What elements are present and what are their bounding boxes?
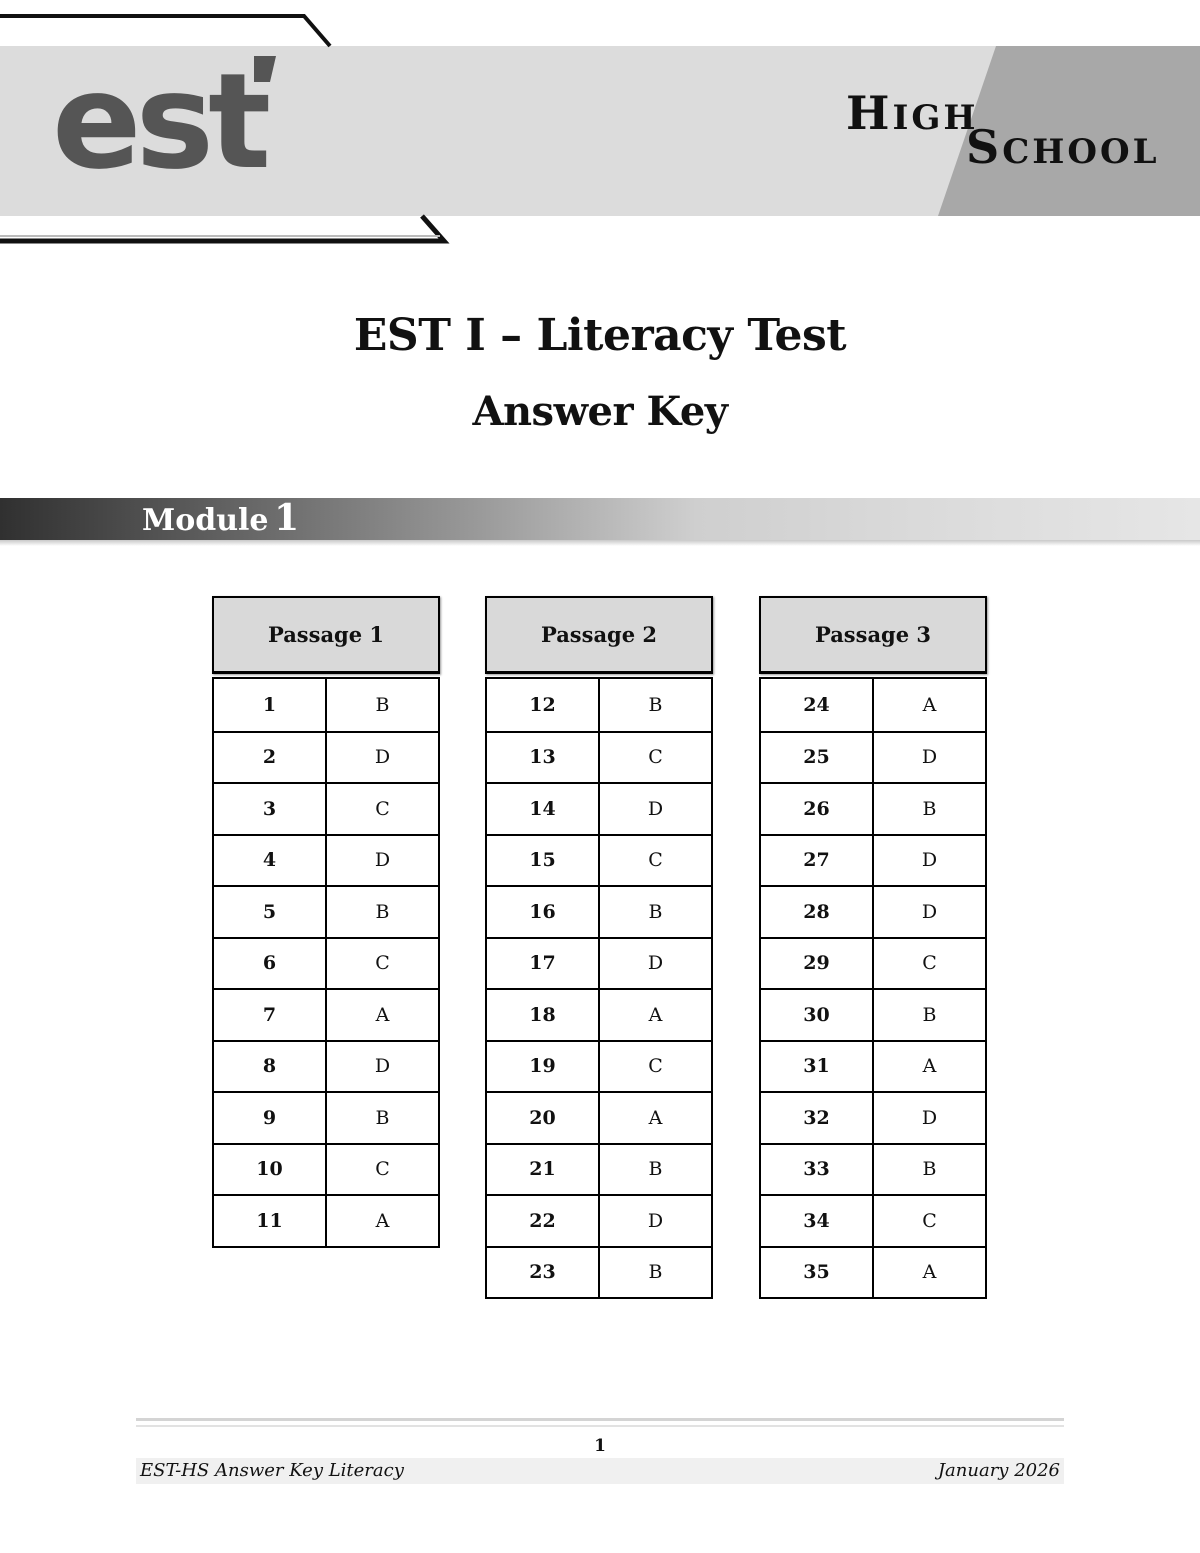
module-bar-shadow — [0, 540, 1200, 546]
answer-rows — [759, 677, 987, 1299]
answer-letter: B — [375, 1106, 390, 1129]
answer-row — [761, 1091, 985, 1143]
passage-table-1 — [212, 596, 440, 1248]
answer-row — [487, 782, 711, 834]
question-number: 23 — [487, 1248, 600, 1298]
module-heading — [142, 497, 300, 539]
answer-row — [214, 937, 438, 989]
answer-letter: D — [647, 952, 664, 975]
answer-letter: A — [648, 1003, 663, 1026]
answer-letter: D — [921, 1106, 938, 1129]
answer-row — [487, 1091, 711, 1143]
answer-letter: A — [922, 1261, 937, 1284]
question-number: 2 — [214, 733, 327, 783]
question-number: 17 — [487, 939, 600, 989]
answer-row — [487, 834, 711, 886]
question-number: 10 — [214, 1145, 327, 1195]
answer-letter: B — [922, 797, 937, 820]
answer-row — [761, 731, 985, 783]
answer-row — [214, 988, 438, 1040]
answer-row — [487, 885, 711, 937]
question-number: 5 — [214, 887, 327, 937]
answer-row — [761, 679, 985, 731]
question-number: 24 — [761, 679, 874, 731]
module-word: Module — [142, 503, 269, 538]
answer-row — [214, 1143, 438, 1195]
question-number: 30 — [761, 990, 874, 1040]
answer-row — [487, 1194, 711, 1246]
answer-row — [761, 1194, 985, 1246]
est-logo: est — [52, 45, 266, 199]
answer-row — [761, 885, 985, 937]
high-school-badge-high — [846, 86, 979, 140]
answer-row — [487, 1246, 711, 1298]
answer-letter: C — [648, 1055, 663, 1078]
answer-letter: D — [921, 849, 938, 872]
question-number: 1 — [214, 679, 327, 731]
passage-header: Passage 1 — [212, 596, 440, 674]
answer-letter: C — [375, 952, 390, 975]
answer-row — [214, 679, 438, 731]
footer-doc-name: EST-HS Answer Key Literacy — [140, 1460, 404, 1481]
answer-row — [487, 1040, 711, 1092]
answer-letter: C — [648, 746, 663, 769]
answer-row — [761, 937, 985, 989]
question-number: 6 — [214, 939, 327, 989]
answer-rows — [212, 677, 440, 1248]
answer-letter: B — [648, 1158, 663, 1181]
answer-letter: B — [922, 1003, 937, 1026]
answer-letter: A — [922, 693, 937, 716]
footer-rule — [136, 1418, 1064, 1421]
high-school-badge-school — [966, 120, 1160, 174]
answer-letter: B — [648, 1261, 663, 1284]
answer-letter: C — [375, 797, 390, 820]
answer-row — [487, 679, 711, 731]
answer-letter: C — [922, 952, 937, 975]
document-subtitle: Answer Key — [472, 388, 728, 435]
passage-table-2 — [485, 596, 713, 1299]
badge-high-rest: IGH — [892, 98, 979, 138]
answer-letter: D — [647, 1209, 664, 1232]
answer-letter: D — [647, 797, 664, 820]
question-number: 13 — [487, 733, 600, 783]
passage-header: Passage 3 — [759, 596, 987, 674]
answer-row — [214, 1040, 438, 1092]
answer-letter: A — [648, 1106, 663, 1129]
passage-header: Passage 2 — [485, 596, 713, 674]
answer-row — [214, 1194, 438, 1246]
answer-row — [761, 1040, 985, 1092]
question-number: 16 — [487, 887, 600, 937]
question-number: 4 — [214, 836, 327, 886]
question-number: 27 — [761, 836, 874, 886]
answer-row — [214, 782, 438, 834]
passage-table-3 — [759, 596, 987, 1299]
page-number: 1 — [594, 1436, 606, 1456]
badge-school-initial: S — [966, 120, 1003, 174]
answer-letter: D — [374, 746, 391, 769]
answer-letter: C — [922, 1209, 937, 1232]
answer-letter: B — [375, 693, 390, 716]
footer-rule-secondary — [136, 1425, 1064, 1427]
answer-row — [214, 885, 438, 937]
answer-letter: A — [375, 1209, 390, 1232]
question-number: 19 — [487, 1042, 600, 1092]
answer-letter: A — [922, 1055, 937, 1078]
question-number: 8 — [214, 1042, 327, 1092]
question-number: 12 — [487, 679, 600, 731]
answer-row — [487, 988, 711, 1040]
question-number: 7 — [214, 990, 327, 1040]
question-number: 26 — [761, 784, 874, 834]
module-number: 1 — [274, 497, 300, 539]
answer-row — [761, 1246, 985, 1298]
answer-row — [761, 988, 985, 1040]
module-bar — [0, 498, 1200, 540]
question-number: 34 — [761, 1196, 874, 1246]
question-number: 35 — [761, 1248, 874, 1298]
answer-row — [214, 1091, 438, 1143]
question-number: 33 — [761, 1145, 874, 1195]
question-number: 18 — [487, 990, 600, 1040]
badge-school-rest: CHOOL — [1002, 132, 1160, 172]
badge-high-initial: H — [846, 86, 893, 140]
answer-row — [761, 782, 985, 834]
answer-row — [761, 1143, 985, 1195]
answer-letter: D — [374, 849, 391, 872]
answer-row — [214, 834, 438, 886]
question-number: 31 — [761, 1042, 874, 1092]
question-number: 21 — [487, 1145, 600, 1195]
answer-letter: D — [374, 1055, 391, 1078]
answer-letter: D — [921, 746, 938, 769]
answer-rows — [485, 677, 713, 1299]
answer-letter: A — [375, 1003, 390, 1026]
answer-row — [761, 834, 985, 886]
answer-letter: C — [648, 849, 663, 872]
question-number: 9 — [214, 1093, 327, 1143]
question-number: 3 — [214, 784, 327, 834]
question-number: 32 — [761, 1093, 874, 1143]
answer-row — [487, 937, 711, 989]
answer-letter: B — [648, 693, 663, 716]
question-number: 14 — [487, 784, 600, 834]
footer-date: January 2026 — [937, 1460, 1060, 1481]
question-number: 25 — [761, 733, 874, 783]
question-number: 28 — [761, 887, 874, 937]
answer-letter: D — [921, 900, 938, 923]
question-number: 22 — [487, 1196, 600, 1246]
question-number: 20 — [487, 1093, 600, 1143]
answer-letter: B — [375, 900, 390, 923]
page-header — [0, 0, 1200, 260]
answer-letter: B — [922, 1158, 937, 1181]
question-number: 11 — [214, 1196, 327, 1246]
question-number: 29 — [761, 939, 874, 989]
document-title: EST I – Literacy Test — [353, 310, 847, 361]
answer-row — [214, 731, 438, 783]
question-number: 15 — [487, 836, 600, 886]
answer-row — [487, 731, 711, 783]
answer-row — [487, 1143, 711, 1195]
answer-letter: C — [375, 1158, 390, 1181]
answer-letter: B — [648, 900, 663, 923]
